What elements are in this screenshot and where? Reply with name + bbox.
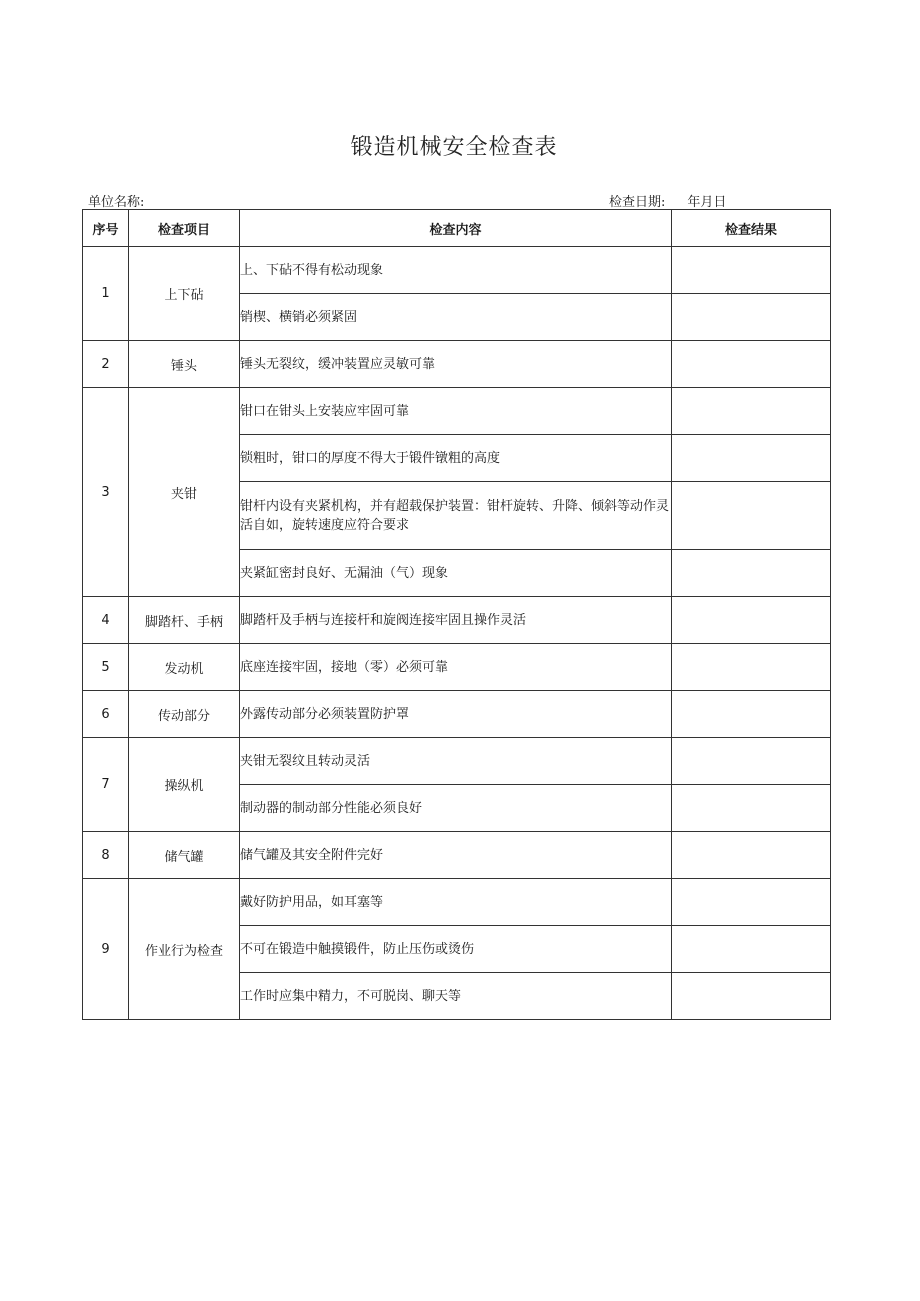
header-content: 检查内容 <box>240 210 672 247</box>
check-content: 夹紧缸密封良好、无漏油（气）现象 <box>240 550 672 597</box>
check-content: 储气罐及其安全附件完好 <box>240 832 672 879</box>
table-row <box>83 644 831 691</box>
check-content: 外露传动部分必须装置防护罩 <box>240 691 672 738</box>
result-cell[interactable] <box>672 597 831 644</box>
check-content: 戴好防护用品，如耳塞等 <box>240 879 672 926</box>
result-cell[interactable] <box>672 388 831 435</box>
check-item: 发动机 <box>129 644 240 691</box>
header-no: 序号 <box>83 210 129 247</box>
check-item: 夹钳 <box>129 388 240 597</box>
row-number: 3 <box>83 388 129 597</box>
check-content: 上、下砧不得有松动现象 <box>240 247 672 294</box>
check-content: 锤头无裂纹，缓冲装置应灵敏可靠 <box>240 341 672 388</box>
table-row <box>83 879 831 926</box>
check-content: 钳杆内设有夹紧机构，并有超载保护装置：钳杆旋转、升降、倾斜等动作灵活自如，旋转速度应符合要求 <box>240 482 672 550</box>
check-content: 锁粗时，钳口的厚度不得大于锻件镦粗的高度 <box>240 435 672 482</box>
result-cell[interactable] <box>672 482 831 550</box>
result-cell[interactable] <box>672 691 831 738</box>
table-row <box>83 832 831 879</box>
header-result: 检查结果 <box>672 210 831 247</box>
table-header-row <box>83 210 831 247</box>
row-number: 8 <box>83 832 129 879</box>
result-cell[interactable] <box>672 879 831 926</box>
result-cell[interactable] <box>672 832 831 879</box>
check-item: 脚踏杆、手柄 <box>129 597 240 644</box>
document-title: 锻造机械安全检查表 <box>350 135 558 160</box>
check-content: 夹钳无裂纹且转动灵活 <box>240 738 672 785</box>
table-row <box>83 738 831 785</box>
header-item: 检查项目 <box>129 210 240 247</box>
table-row <box>83 388 831 435</box>
row-number: 5 <box>83 644 129 691</box>
check-content: 制动器的制动部分性能必须良好 <box>240 785 672 832</box>
check-content: 底座连接牢固，接地（零）必须可靠 <box>240 644 672 691</box>
table-row <box>83 341 831 388</box>
inspection-date <box>609 191 726 210</box>
inspection-table <box>82 209 831 1020</box>
check-content: 销楔、横销必须紧固 <box>240 294 672 341</box>
result-cell[interactable] <box>672 341 831 388</box>
check-content: 钳口在钳头上安装应牢固可靠 <box>240 388 672 435</box>
check-item: 锤头 <box>129 341 240 388</box>
result-cell[interactable] <box>672 738 831 785</box>
result-cell[interactable] <box>672 973 831 1020</box>
table-row <box>83 597 831 644</box>
result-cell[interactable] <box>672 926 831 973</box>
row-number: 9 <box>83 879 129 1020</box>
check-content: 脚踏杆及手柄与连接杆和旋阀连接牢固且操作灵活 <box>240 597 672 644</box>
row-number: 6 <box>83 691 129 738</box>
check-item: 操纵机 <box>129 738 240 832</box>
result-cell[interactable] <box>672 247 831 294</box>
inspection-date-label: 检查日期: <box>609 195 666 210</box>
result-cell[interactable] <box>672 294 831 341</box>
check-content: 不可在锻造中触摸锻件，防止压伤或烫伤 <box>240 926 672 973</box>
inspection-date-placeholder: 年月日 <box>687 195 727 210</box>
check-item: 传动部分 <box>129 691 240 738</box>
table-row <box>83 247 831 294</box>
check-content: 工作时应集中精力，不可脱岗、聊天等 <box>240 973 672 1020</box>
check-item: 储气罐 <box>129 832 240 879</box>
row-number: 2 <box>83 341 129 388</box>
result-cell[interactable] <box>672 550 831 597</box>
result-cell[interactable] <box>672 435 831 482</box>
row-number: 4 <box>83 597 129 644</box>
unit-name-label: 单位名称: <box>88 195 145 210</box>
check-item: 上下砧 <box>129 247 240 341</box>
result-cell[interactable] <box>672 785 831 832</box>
check-item: 作业行为检查 <box>129 879 240 1020</box>
table-row <box>83 691 831 738</box>
row-number: 7 <box>83 738 129 832</box>
result-cell[interactable] <box>672 644 831 691</box>
row-number: 1 <box>83 247 129 341</box>
